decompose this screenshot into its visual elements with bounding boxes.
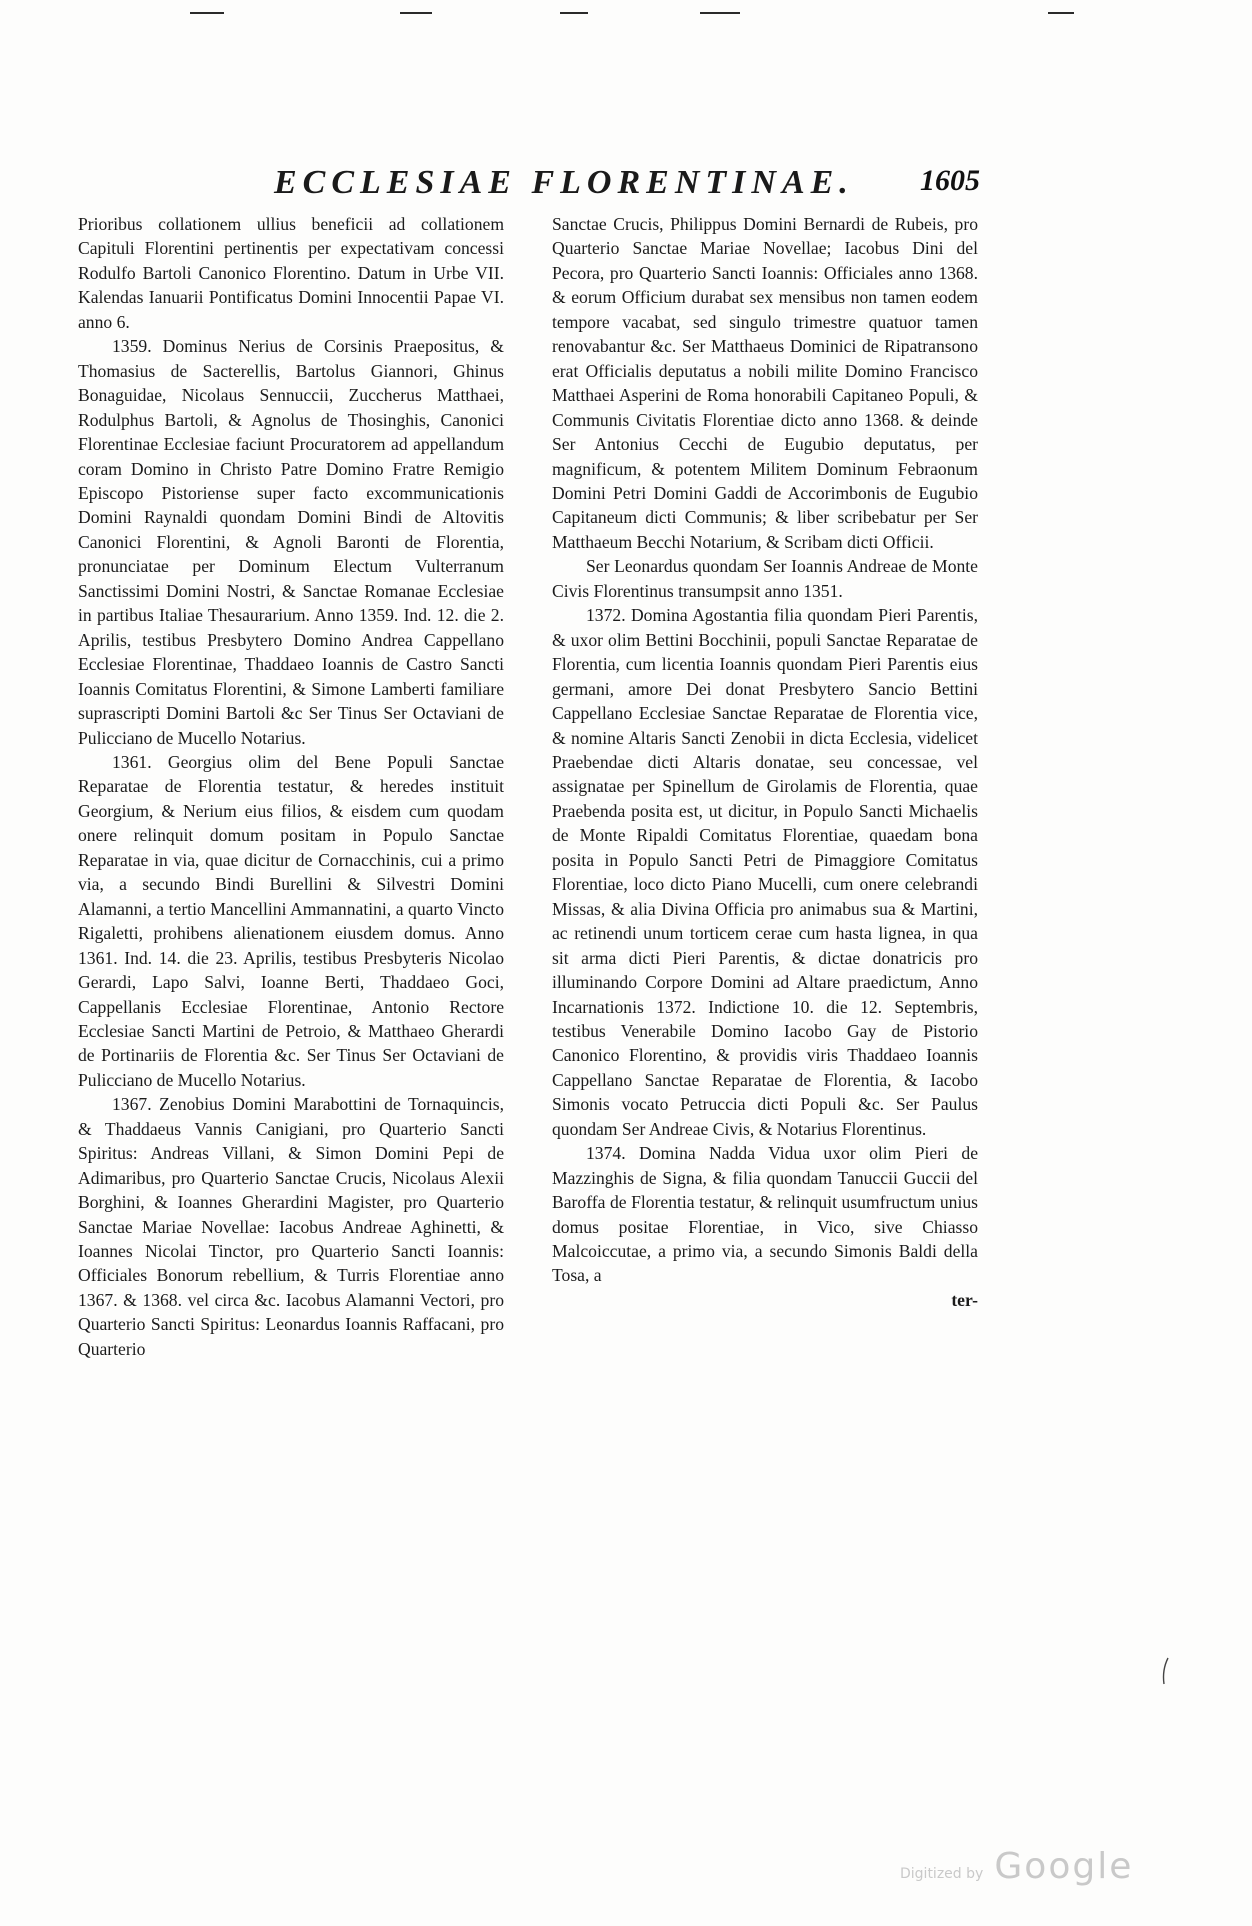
- paragraph: 1374. Domina Nadda Vidua uxor olim Pieri de Mazzinghis de Signa, & filia quondam Tanuccii Guccii del Baroffa de Florentia testatur, & relinquit usumfructum unius domus positae Florentiae, in Vico, sive Chiasso Malcoiccutae, a primo via, a secundo Simonis Baldi della Tosa, a: [552, 1143, 978, 1286]
- page-header: [250, 160, 980, 208]
- paragraph: 1361. Georgius olim del Bene Populi Sanctae Reparatae de Florentia testatur, & heredes instituit Georgium, & Nerium eius filios, & eisdem cum quodam onere relinquit domum positam in Populo Sanctae Reparatae in via, quae dicitur de Cornacchinis, cui a primo via, a secundo Bindi Burellini & Silvestri Domini Alamanni, a tertio Mancellini Ammannatini, a quarto Vincto Rigaletti, prohibens alienationem eiusdem domus. Anno 1361. Ind. 14. die 23. Aprilis, testibus Presbyteris Nicolao Gerardi, Lapo Salvi, Ioanne Berti, Thaddaeo Goci, Cappellanis Ecclesiae Florentinae, Antonio Rectore Ecclesiae Sancti Martini de Petroio, & Matthaeo Gherardi de Portinariis de Florentia &c. Ser Tinus Ser Octaviani de Pulicciano de Mucello Notarius.: [78, 751, 504, 1090]
- digitized-watermark: [900, 1846, 1133, 1887]
- paragraph: 1372. Domina Agostantia filia quondam Pieri Parentis, & uxor olim Bettini Bocchinii, populi Sanctae Reparatae de Florentia, cum licentia Ioannis quondam Pieri Parentis eius germani, amore Dei donat Presbytero Sancio Bettini Cappellano Ecclesiae Sanctae Reparatae de Florentia vice, & nomine Altaris Sancti Zenobii in dicta Ecclesia, videlicet Praebendae dicti Altaris donatae, seu concessae, vel assignatae per Spinellum de Girolamis de Florentia, quae Praebenda posita est, ut dicitur, in Populo Sancti Michaelis de Monte Ripaldi Comitatus Florentiae, quaedam bona posita in Populo Sancti Petri de Pimaggiore Comitatus Florentiae, loco dicto Piano Mucelli, cum onere celebrandi Missas, & alia Divina Officia pro animabus sua & Martini, ac retinendi unum torticem cerae cum hasta lignea, in qua sit arma dicti Pieri Parentis, & dictae donatricis pro illuminando Corpore Domini ad Altare praedictum, Anno Incarnationis 1372. Indictione 10. die 12. Septembris, testibus Venerabile Domino Iacobo Gay de Pistorio Canonico Florentino, & providis viris Thaddaeo Ioannis Cappellano Sanctae Reparatae de Florentia, & Iacobo Simonis vocato Petruccia dicti Populi &c. Ser Paulus quondam Ser Andreae Civis, & Notarius Florentinus.: [552, 605, 978, 1139]
- running-title: ECCLESIAE FLORENTINAE.: [274, 164, 854, 201]
- margin-pencil-mark: [1160, 1656, 1172, 1686]
- top-edge-mark: [190, 12, 224, 14]
- page-number: 1605: [920, 164, 980, 197]
- watermark-prefix: Digitized by: [900, 1866, 984, 1882]
- google-logo: Google: [994, 1846, 1134, 1887]
- top-edge-mark: [560, 12, 588, 14]
- paragraph: 1359. Dominus Nerius de Corsinis Praepositus, & Thomasius de Sacterellis, Bartolus Giannori, Ghinus Bonaguidae, Nicolaus Sennuccii, Zuccherus Matthaei, Rodulphus Bartoli, & Agnolus de Thosinghis, Canonici Florentinae Ecclesiae faciunt Procuratorem ad appellandum coram Domino in Christo Patre Domino Fratre Remigio Episcopo Pistoriense super facto excommunicationis Domini Raynaldi quondam Domini Bindi de Altovitis Canonici Florentini, & Agnoli Baronti de Florentia, pronunciatae per Dominum Electum Vulterranum Sanctissimi Domini Nostri, & Sanctae Romanae Ecclesiae in partibus Italiae Thesaurarium. Anno 1359. Ind. 12. die 2. Aprilis, testibus Presbytero Domino Andrea Cappellano Ecclesiae Florentinae, Thaddaeo Ioannis de Castro Sancti Ioannis Comitatus Florentini, & Simone Lamberti familiare suprascripti Domini Bartoli &c Ser Tinus Ser Octaviani de Pulicciano de Mucello Notarius.: [78, 336, 504, 748]
- top-edge-mark: [700, 12, 740, 14]
- paragraph: Ser Leonardus quondam Ser Ioannis Andreae de Monte Civis Florentinus transumpsit anno 1351.: [552, 556, 978, 601]
- catchword: ter-: [951, 1289, 978, 1310]
- paragraph: Prioribus collationem ullius beneficii ad collationem Capituli Florentini pertinentis per expectativam concessi Rodulfo Bartoli Canonico Florentino. Datum in Urbe VII. Kalendas Ianuarii Pontificatus Domini Innocentii Papae VI. anno 6.: [78, 214, 504, 332]
- right-column: [552, 212, 978, 1312]
- left-column: [78, 212, 504, 1361]
- paragraph: Sanctae Crucis, Philippus Domini Bernardi de Rubeis, pro Quarterio Sanctae Mariae Novellae; Iacobus Dini del Pecora, pro Quarterio Sancti Ioannis: Officiales anno 1368. & eorum Officium durabat sex mensibus non tamen eodem tempore vacabat, sed singulo trimestre quatuor tamen renovabantur &c. Ser Matthaeus Dominici de Ripatransono erat Officialis deputatus a nobili milite Domino Francisco Matthaei Asperini de Roma honorabili Capitaneo Populi, & Communis Civitatis Florentiae dicto anno 1368. & deinde Ser Antonius Cecchi de Eugubio deputatus, per magnificum, & potentem Militem Dominum Febraonum Domini Petri Domini Gaddi de Accorimbonis de Eugubio Capitaneum dicti Communis; & liber scribebatur per Ser Matthaeum Becchi Notarium, & Scribam dicti Officii.: [552, 214, 978, 552]
- paragraph: 1367. Zenobius Domini Marabottini de Tornaquincis, & Thaddaeus Vannis Canigiani, pro Quarterio Sancti Spiritus: Andreas Villani, & Simon Domini Pepi de Adimaribus, pro Quarterio Sanctae Crucis, Nicolaus Alexii Borghini, & Ioannes Gherardini Magister, pro Quarterio Sanctae Mariae Novellae: Iacobus Andreae Aghinetti, & Ioannes Nicolai Tinctor, pro Quarterio Sancti Ioannis: Officiales Bonorum rebellium, & Turris Florentiae anno 1367. & 1368. vel circa &c. Iacobus Alamanni Vectori, pro Quarterio Sancti Spiritus: Leonardus Ioannis Raffacani, pro Quarterio: [78, 1094, 504, 1359]
- top-edge-mark: [400, 12, 432, 14]
- top-edge-mark: [1048, 12, 1074, 14]
